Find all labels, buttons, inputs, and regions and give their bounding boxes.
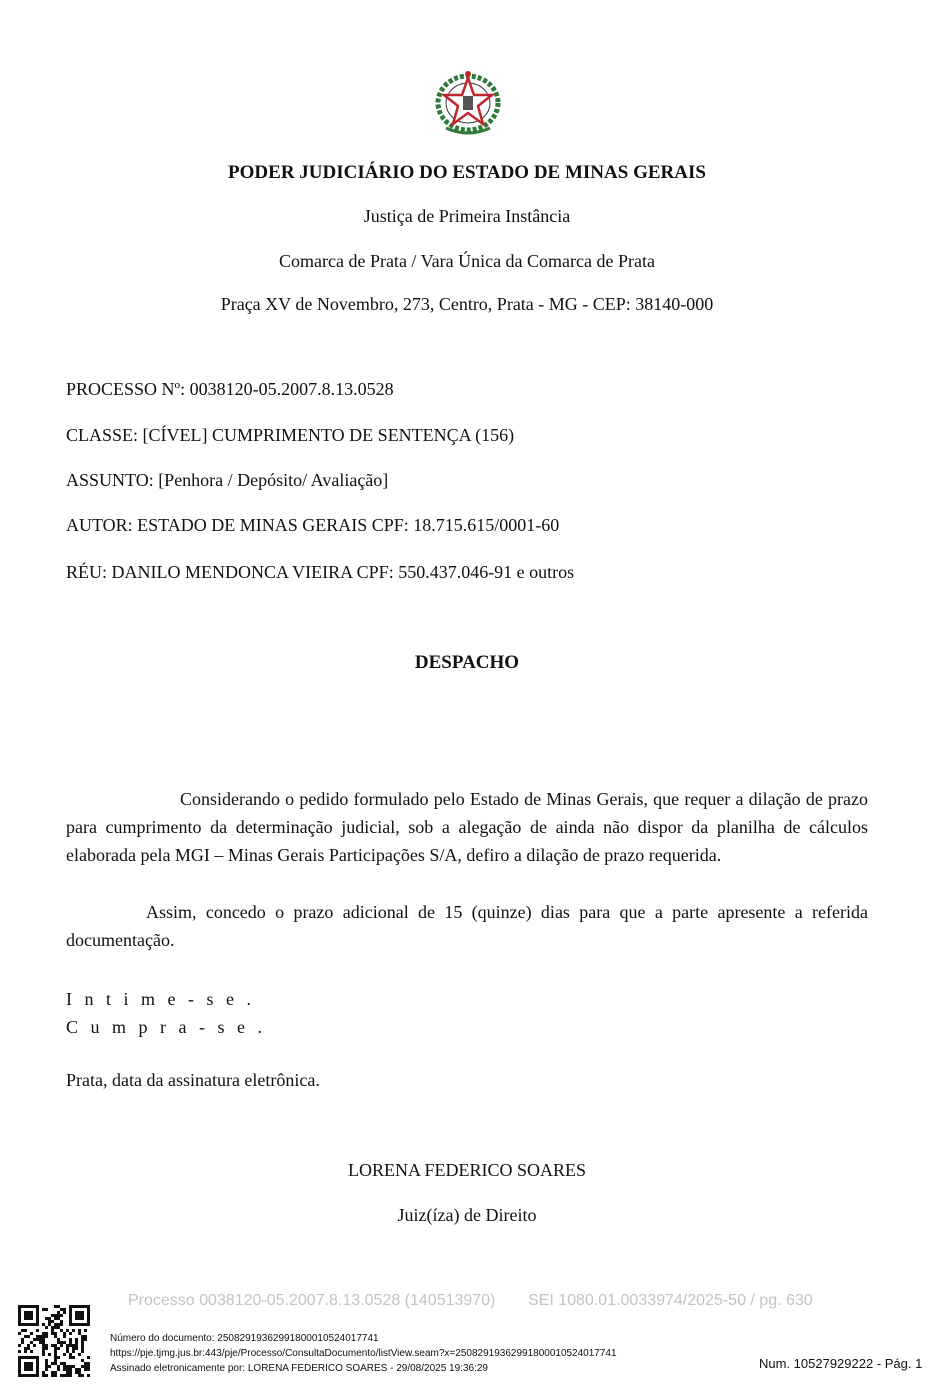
place-date: Prata, data da assinatura eletrônica. <box>66 1070 320 1090</box>
document-number: Número do documento: 25082919362991800010524017741 <box>110 1333 379 1344</box>
address-line: Praça XV de Novembro, 273, Centro, Prata - MG - CEP: 38140-000 <box>220 294 714 314</box>
instance-line: Justiça de Primeira Instância <box>363 206 571 226</box>
body-paragraph-1: Considerando o pedido formulado pelo Estado de Minas Gerais, que requer a dilação de prazo para cumprimento da determinação judicial, sob a alegação de ainda não dispor da planilha de cálculos elaborada pela MGI – Minas Gerais Participações S/A, defiro a dilação de prazo requerida. <box>66 789 868 865</box>
comarca-line: Comarca de Prata / Vara Única da Comarca de Prata <box>278 251 655 271</box>
signer-name: LORENA FEDERICO SOARES <box>347 1160 587 1180</box>
intime-line: Intime-se. <box>66 989 264 1009</box>
processo-number: PROCESSO Nº: 0038120-05.2007.8.13.0528 <box>66 379 394 399</box>
coat-of-arms-icon <box>428 68 508 138</box>
cumpra-line: Cumpra-se. <box>66 1017 275 1037</box>
sei-stamp: SEI 1080.01.0033974/2025-50 / pg. 630 <box>528 1292 813 1309</box>
signer-role: Juiz(íza) de Direito <box>397 1205 537 1225</box>
processo-stamp: Processo 0038120-05.2007.8.13.0528 (140513970) <box>128 1292 496 1309</box>
reu-line: RÉU: DANILO MENDONCA VIEIRA CPF: 550.437.046-91 e outros <box>66 562 575 582</box>
document-title: DESPACHO <box>414 652 520 673</box>
court-heading: PODER JUDICIÁRIO DO ESTADO DE MINAS GERAIS <box>228 162 706 183</box>
page-number: Num. 10527929222 - Pág. 1 <box>759 1356 923 1371</box>
autor-line: AUTOR: ESTADO DE MINAS GERAIS CPF: 18.715.615/0001-60 <box>66 515 560 535</box>
classe-line: CLASSE: [CÍVEL] CUMPRIMENTO DE SENTENÇA (156) <box>66 425 515 445</box>
document-url[interactable]: https://pje.tjmg.jus.br:443/pje/Processo/ConsultaDocumento/listView.seam?x=25082919362991800010524017741 <box>110 1348 617 1359</box>
assunto-line: ASSUNTO: [Penhora / Depósito/ Avaliação] <box>66 470 389 490</box>
coat-of-arms-emblem <box>428 68 508 138</box>
signed-by: Assinado eletronicamente por: LORENA FEDERICO SOARES - 29/08/2025 19:36:29 <box>110 1363 488 1374</box>
body-paragraph-2: Assim, concedo o prazo adicional de 15 (quinze) dias para que a parte apresente a referida documentação. <box>66 902 868 950</box>
qr-code-icon <box>18 1305 90 1377</box>
